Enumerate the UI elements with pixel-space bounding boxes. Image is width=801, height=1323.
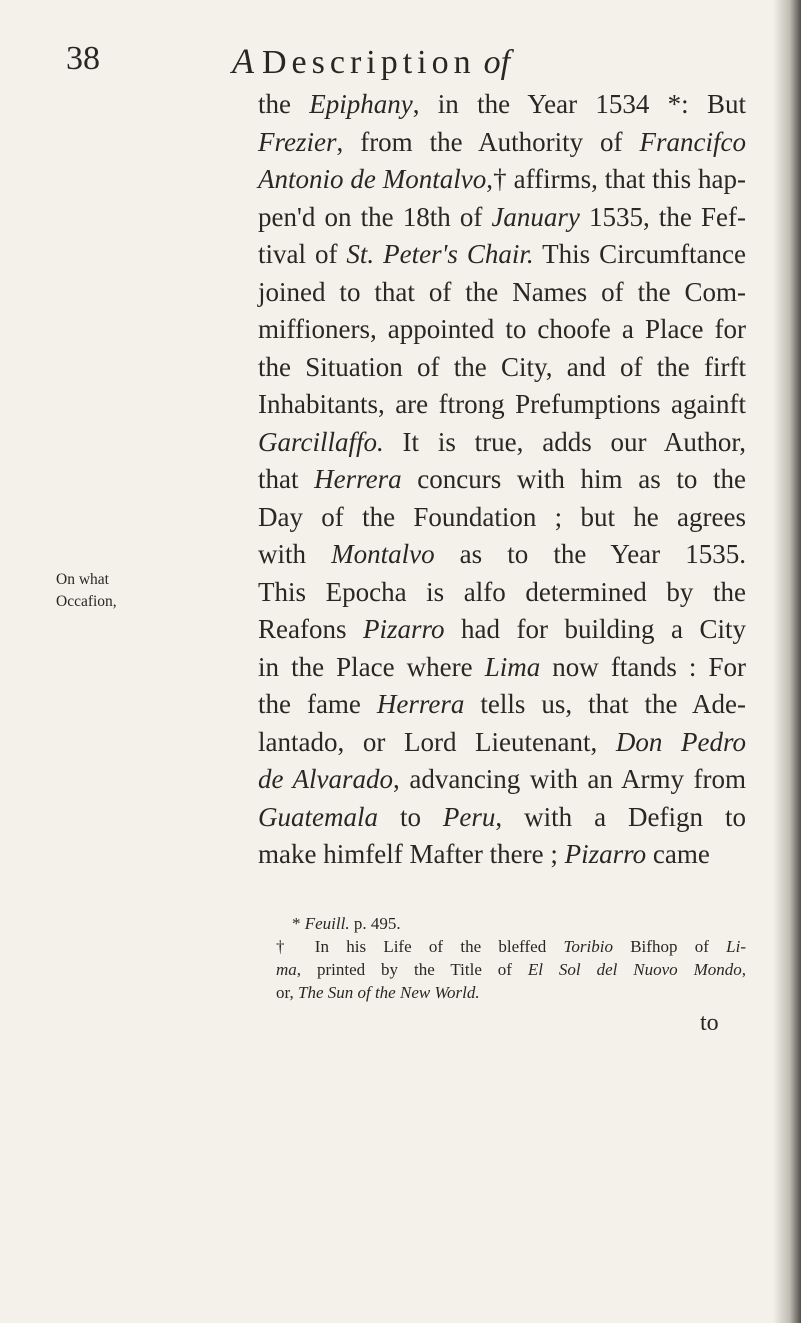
text-line — [258, 161, 746, 199]
italic-text: Garcillaffo. — [258, 426, 384, 457]
text-run: This Circumftance — [533, 239, 747, 269]
text-run: Day of the Foundation ; but he agrees — [258, 501, 746, 532]
page-edge-shadow — [773, 0, 801, 1323]
footnote-line — [276, 912, 746, 935]
italic-text: Guatemala — [258, 801, 378, 832]
text-run: now ftands : For — [540, 651, 746, 682]
text-run: to — [377, 801, 443, 832]
text-run: tells us, that the Ade- — [464, 689, 746, 719]
running-header — [0, 40, 801, 90]
italic-text: Frezier — [258, 126, 337, 157]
italic-text: ma — [276, 960, 297, 979]
text-run: with — [258, 539, 332, 569]
text-run: ,† affirms, that this hap- — [486, 164, 746, 194]
text-line — [258, 311, 746, 349]
text-line — [258, 799, 746, 837]
text-line — [258, 536, 746, 574]
text-run: joined to that of the Names of the Com- — [258, 276, 746, 307]
page-number: 38 — [66, 40, 100, 77]
text-run: concurs with him as to the — [401, 464, 746, 494]
text-run: , — [741, 960, 746, 979]
italic-text: Pizarro — [564, 839, 647, 869]
text-line — [258, 424, 746, 462]
italic-text: Lima — [484, 651, 541, 682]
text-line — [258, 386, 746, 424]
margin-note-line: On what — [56, 571, 109, 588]
text-run: the Situation of the City, and of the firft — [258, 351, 746, 382]
text-run: the fame — [258, 689, 377, 719]
text-line — [258, 124, 746, 162]
italic-text: Antonio de Montalvo — [258, 164, 487, 194]
italic-text: Peru — [442, 801, 496, 832]
text-line — [258, 686, 746, 724]
running-title — [232, 40, 510, 82]
text-run: pen'd on the 18th of — [258, 201, 492, 232]
italic-text: El Sol del Nuovo Mondo — [527, 960, 742, 979]
text-line — [258, 649, 746, 687]
text-run: , with a Defign to — [495, 801, 746, 832]
text-run: , in the Year 1534 *: But — [412, 89, 746, 119]
text-run: in the Place where — [258, 651, 485, 682]
text-run: * — [292, 914, 305, 933]
italic-text: Toribio — [563, 937, 613, 956]
text-run: It is true, adds our Author, — [383, 426, 746, 457]
margin-note — [56, 569, 128, 613]
italic-text: Epiphany — [309, 89, 413, 119]
text-line — [258, 236, 746, 274]
footnotes — [276, 912, 746, 1004]
text-run: Reafons — [258, 614, 363, 644]
italic-text: Montalvo — [331, 539, 435, 569]
text-run: Inhabitants, are ftrong Prefumptions againft — [258, 389, 746, 419]
text-run: or, — [276, 983, 298, 1002]
text-run: Bifhop of — [612, 937, 727, 956]
italic-text: de Alvarado — [258, 764, 394, 794]
text-line — [258, 611, 746, 649]
text-run: lantado, or Lord Lieutenant, — [258, 726, 616, 757]
text-line — [258, 499, 746, 537]
italic-text: Herrera — [314, 464, 402, 494]
text-run: as to the Year 1535. — [434, 539, 746, 569]
text-line — [258, 574, 746, 612]
italic-text: The Sun of the New World. — [297, 983, 480, 1002]
body-text — [258, 86, 746, 874]
text-run: miffioners, appointed to choofe a Place for — [258, 314, 746, 344]
margin-note-line: Occafion, — [56, 593, 117, 610]
footnote-line — [276, 981, 746, 1004]
italic-text: Feuill. — [304, 914, 350, 933]
footnote-line — [276, 958, 746, 981]
italic-text: Francifco — [639, 126, 746, 157]
text-run: tival of — [258, 239, 347, 269]
text-run: † In his Life of the bleffed — [276, 937, 564, 956]
text-run: came — [646, 839, 710, 869]
text-run: that — [258, 464, 315, 494]
italic-text: Don Pedro — [615, 726, 746, 757]
italic-text: Pizarro — [362, 614, 445, 644]
running-title-of: of — [483, 44, 511, 81]
text-line — [258, 349, 746, 387]
text-run: , advancing with an Army from — [393, 764, 746, 794]
text-run: the — [258, 89, 310, 119]
running-title-word: Description — [262, 44, 476, 81]
text-run: p. 495. — [349, 914, 401, 933]
footnote-line — [276, 935, 746, 958]
italic-text: January — [491, 201, 580, 232]
text-line — [258, 761, 746, 799]
italic-text: Li- — [726, 937, 746, 956]
text-run: , printed by the Title of — [296, 960, 528, 979]
text-line — [258, 274, 746, 312]
italic-text: Herrera — [376, 689, 465, 719]
running-title-initial: A — [232, 41, 254, 81]
text-run: had for building a City — [444, 614, 746, 644]
text-run: 1535, the Fef- — [579, 201, 747, 232]
text-run: make himfelf Mafter there ; — [258, 839, 565, 869]
text-line — [258, 86, 746, 124]
text-line — [258, 461, 746, 499]
text-line — [258, 836, 746, 874]
italic-text: St. Peter's Chair. — [346, 239, 534, 269]
catchword: to — [700, 1010, 719, 1036]
text-line — [258, 199, 746, 237]
text-run: This Epocha is alfo determined by the — [258, 576, 746, 607]
text-line — [258, 724, 746, 762]
text-run: , from the Authority of — [336, 126, 640, 157]
